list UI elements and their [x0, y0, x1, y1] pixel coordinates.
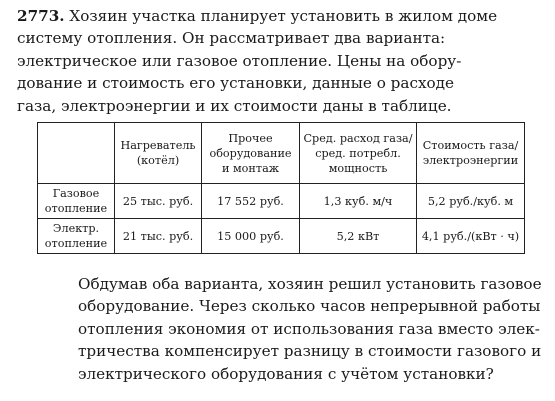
table-header-cell — [38, 123, 115, 184]
problem-statement — [17, 5, 525, 117]
table-header-cell: Стоимость газа/ электроэнергии — [417, 123, 525, 184]
question-line: электрического оборудования с учётом установки? — [78, 364, 494, 383]
question-line: оборудование. Через сколько часов непрерывной работы — [78, 297, 541, 316]
intro-line: дование и стоимость его установки, данные о расходе — [17, 74, 455, 93]
table-header-cell: Прочее оборудование и монтаж — [202, 123, 300, 184]
table-row-label: Газовое отопление — [38, 184, 115, 219]
table-row — [38, 184, 525, 219]
intro-line: газа, электроэнергии и их стоимости даны в таблице. — [17, 96, 452, 115]
question-line: отопления экономия от использования газа вместо элек- — [78, 319, 540, 338]
question-line: Обдумав оба варианта, хозяин решил установить газовое — [78, 275, 542, 293]
table-row-label: Электр. отопление — [38, 219, 115, 254]
question-text — [78, 273, 542, 385]
table-row — [38, 219, 525, 254]
table-header-cell: Сред. расход газа/ сред. потребл. мощность — [300, 123, 417, 184]
question-line: тричества компенсирует разницу в стоимости газового и — [78, 342, 542, 361]
table-cell: 15 000 руб. — [202, 219, 300, 254]
table-cell: 4,1 руб./(кВт · ч) — [417, 219, 525, 254]
table-cell: 21 тыс. руб. — [115, 219, 202, 254]
table-cell: 1,3 куб. м/ч — [300, 184, 417, 219]
table-header-cell: Нагреватель (котёл) — [115, 123, 202, 184]
problem-number: 2773. — [17, 7, 65, 25]
intro-line: Хозяин участка планирует установить в жилом доме — [69, 7, 498, 25]
intro-line: систему отопления. Он рассматривает два варианта: — [17, 29, 446, 48]
table-cell: 5,2 руб./куб. м — [417, 184, 525, 219]
intro-line: электрическое или газовое отопление. Цены на обору- — [17, 51, 462, 70]
heating-comparison-table — [37, 122, 525, 254]
table-cell: 25 тыс. руб. — [115, 184, 202, 219]
table-cell: 17 552 руб. — [202, 184, 300, 219]
table-cell: 5,2 кВт — [300, 219, 417, 254]
table-header-row — [38, 123, 525, 184]
